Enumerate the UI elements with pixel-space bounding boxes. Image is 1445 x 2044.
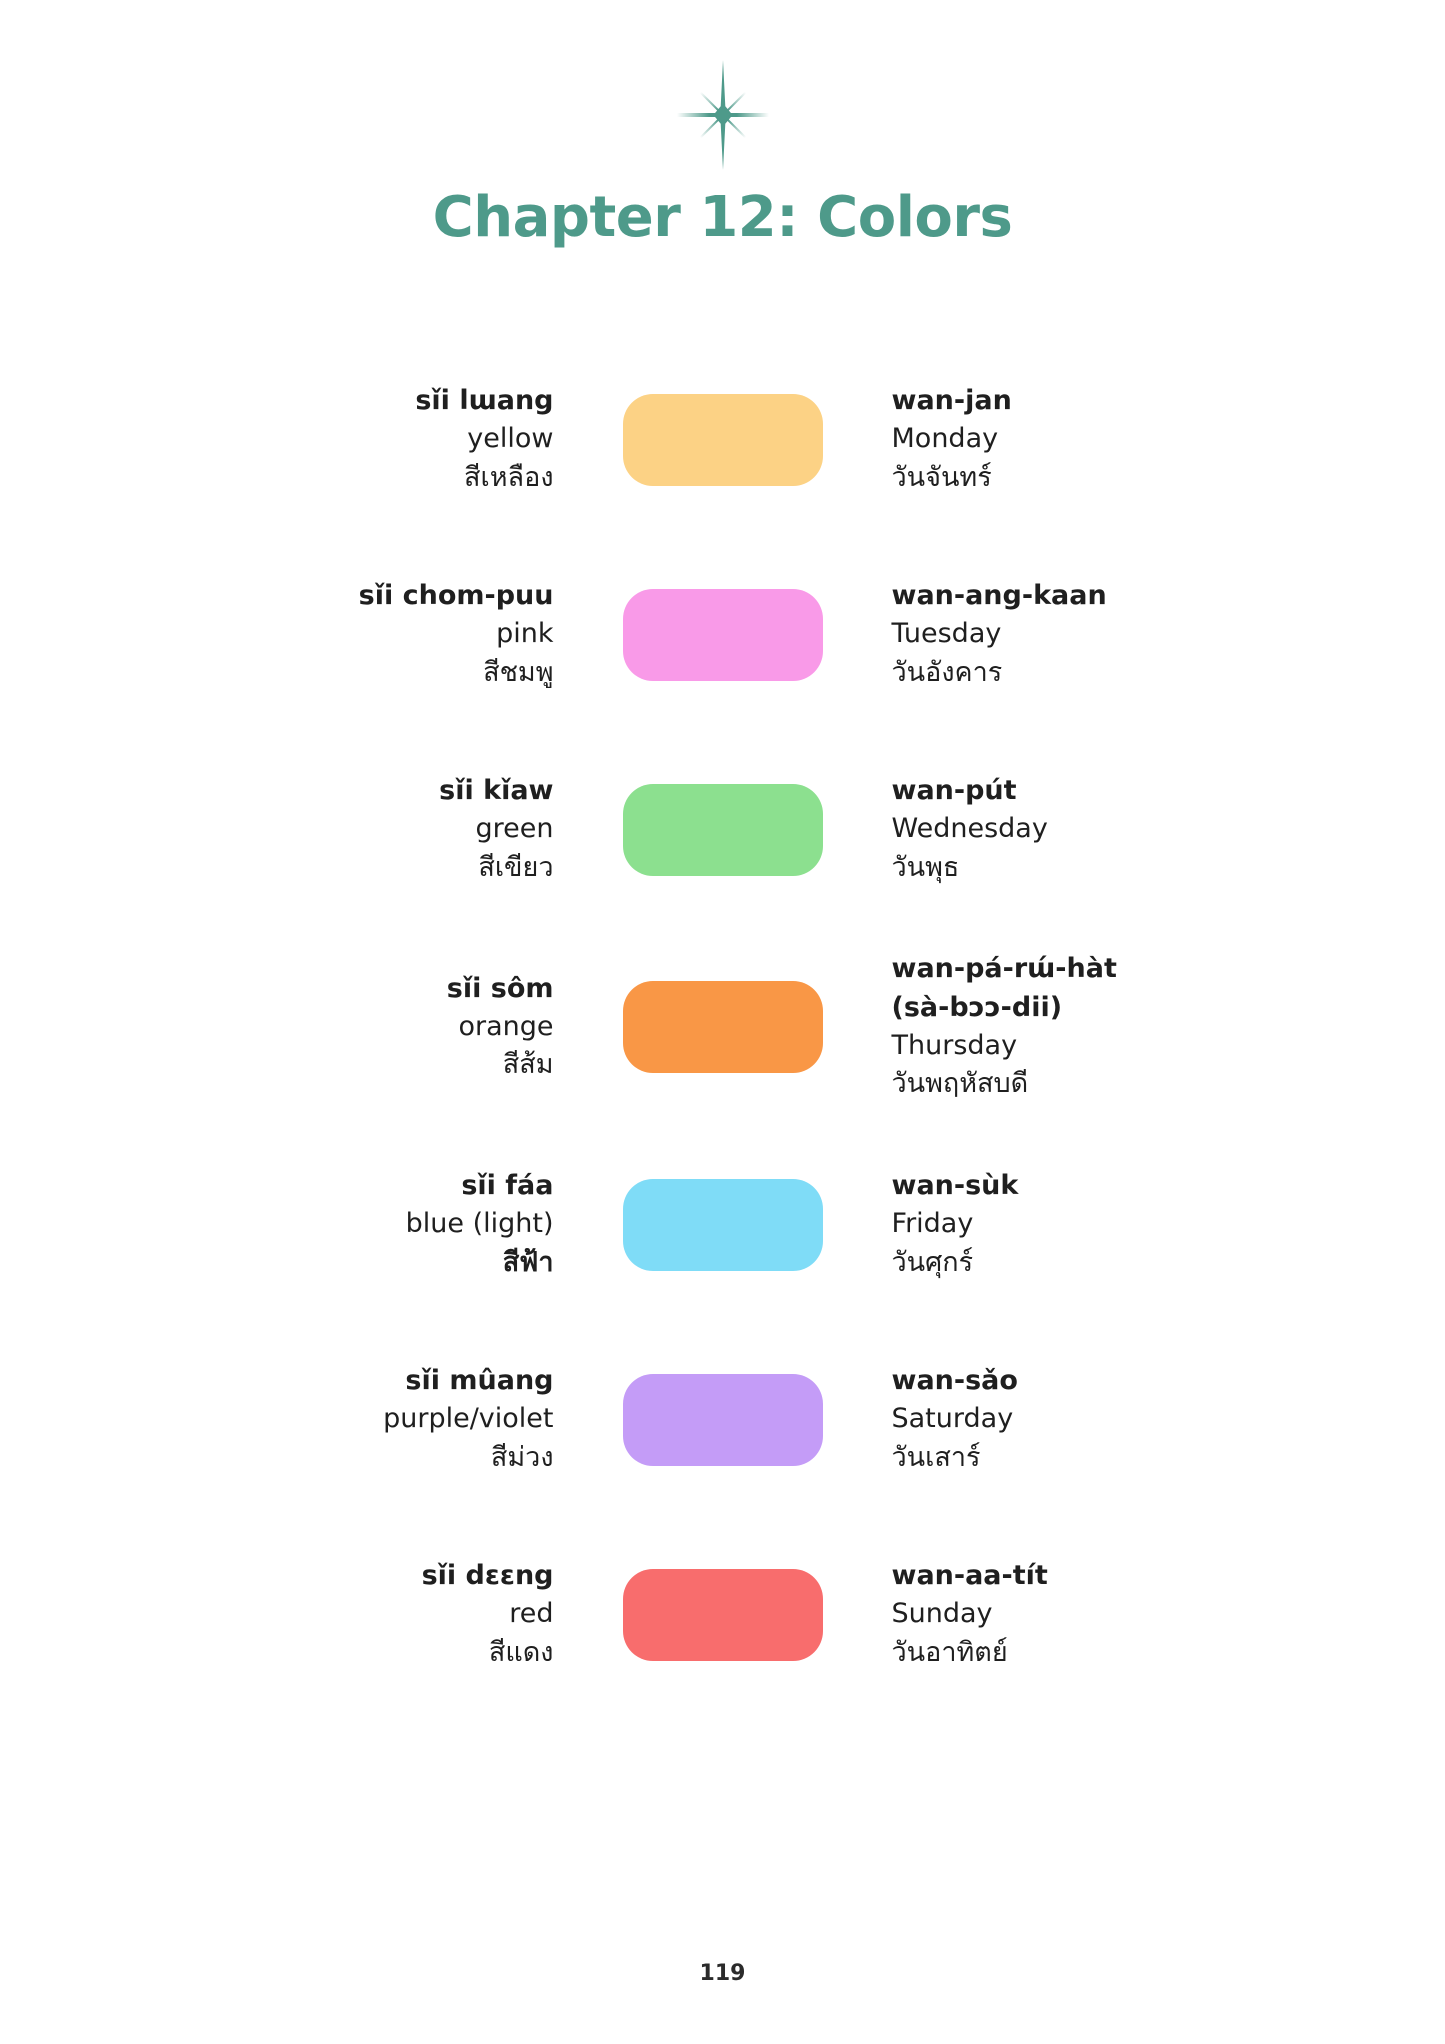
day-gloss: Saturday <box>891 1403 1014 1435</box>
color-term: sǐi fáa <box>461 1170 554 1201</box>
day-term: wan-pút <box>891 775 1017 806</box>
day-gloss: Wednesday <box>891 813 1048 845</box>
color-thai: สีชมพู <box>483 656 554 688</box>
day-term: wan-aa-tít <box>891 1560 1048 1591</box>
day-gloss: Friday <box>891 1208 974 1240</box>
color-thai: สีฟ้า <box>502 1246 554 1278</box>
day-entry <box>858 772 1288 887</box>
color-entry <box>158 1362 588 1477</box>
day-term: wan-sǎo <box>891 1365 1018 1396</box>
day-entry <box>858 382 1288 497</box>
swatch-cell <box>588 394 858 486</box>
swatch-cell <box>588 1569 858 1661</box>
list-item <box>0 537 1445 732</box>
color-swatch-purple <box>623 1374 823 1466</box>
vocab-list <box>0 342 1445 1712</box>
list-item <box>0 1127 1445 1322</box>
page-title: Chapter 12: Colors <box>432 185 1013 250</box>
color-term: sǐi sôm <box>446 972 554 1004</box>
color-swatch-yellow <box>623 394 823 486</box>
color-entry <box>158 1167 588 1282</box>
day-thai: วันอังคาร <box>891 656 1003 688</box>
list-item <box>0 1517 1445 1712</box>
day-term-alt: (sà-bɔɔ-dii) <box>891 991 1063 1023</box>
day-term: wan-sùk <box>891 1170 1019 1201</box>
day-thai: วันพฤหัสบดี <box>891 1068 1029 1100</box>
list-item <box>0 342 1445 537</box>
color-term: sǐi kǐaw <box>439 775 554 806</box>
color-gloss: green <box>475 813 554 845</box>
color-gloss: purple/violet <box>383 1403 554 1435</box>
color-thai: สีม่วง <box>490 1441 554 1473</box>
ornament <box>0 60 1445 170</box>
color-entry <box>158 970 588 1085</box>
day-thai: วันจันทร์ <box>891 461 992 493</box>
color-thai: สีส้ม <box>502 1049 554 1081</box>
color-term: sǐi chom-puu <box>358 580 554 611</box>
color-swatch-light-blue <box>623 1179 823 1271</box>
day-thai: วันเสาร์ <box>891 1441 981 1473</box>
day-entry <box>858 1557 1288 1672</box>
day-term: wan-jan <box>891 385 1012 416</box>
swatch-cell <box>588 1179 858 1271</box>
swatch-cell <box>588 981 858 1073</box>
color-gloss: pink <box>496 618 554 650</box>
color-swatch-pink <box>623 589 823 681</box>
day-thai: วันอาทิตย์ <box>891 1636 1008 1668</box>
day-gloss: Monday <box>891 423 999 455</box>
day-gloss: Tuesday <box>891 618 1002 650</box>
color-thai: สีเขียว <box>478 851 554 883</box>
day-thai: วันศุกร์ <box>891 1246 974 1278</box>
color-thai: สีแดง <box>488 1636 554 1668</box>
day-thai: วันพุธ <box>891 851 960 883</box>
color-thai: สีเหลือง <box>464 461 554 493</box>
color-term: sǐi mûang <box>405 1365 554 1396</box>
color-swatch-red <box>623 1569 823 1661</box>
list-item <box>0 927 1445 1127</box>
color-entry <box>158 577 588 692</box>
color-term: sǐi dɛɛng <box>421 1560 554 1591</box>
swatch-cell <box>588 589 858 681</box>
day-gloss: Thursday <box>891 1030 1018 1061</box>
day-entry <box>858 1362 1288 1477</box>
page-number: 119 <box>699 1961 746 1986</box>
color-entry <box>158 772 588 887</box>
color-swatch-green <box>623 784 823 876</box>
color-gloss: red <box>509 1598 554 1630</box>
color-entry <box>158 382 588 497</box>
color-gloss: yellow <box>467 423 554 455</box>
day-entry <box>858 950 1288 1103</box>
swatch-cell <box>588 1374 858 1466</box>
list-item <box>0 732 1445 927</box>
color-gloss: blue (light) <box>405 1208 554 1240</box>
day-term: wan-pá-rɯ́-hàt <box>891 953 1117 985</box>
color-gloss: orange <box>458 1010 554 1042</box>
swatch-cell <box>588 784 858 876</box>
color-swatch-orange <box>623 981 823 1073</box>
color-entry <box>158 1557 588 1672</box>
list-item <box>0 1322 1445 1517</box>
day-gloss: Sunday <box>891 1598 993 1630</box>
day-entry <box>858 1167 1288 1282</box>
sparkle-icon <box>668 60 778 170</box>
day-entry <box>858 577 1288 692</box>
day-term: wan-ang-kaan <box>891 580 1107 611</box>
color-term: sǐi lɯang <box>415 385 554 416</box>
